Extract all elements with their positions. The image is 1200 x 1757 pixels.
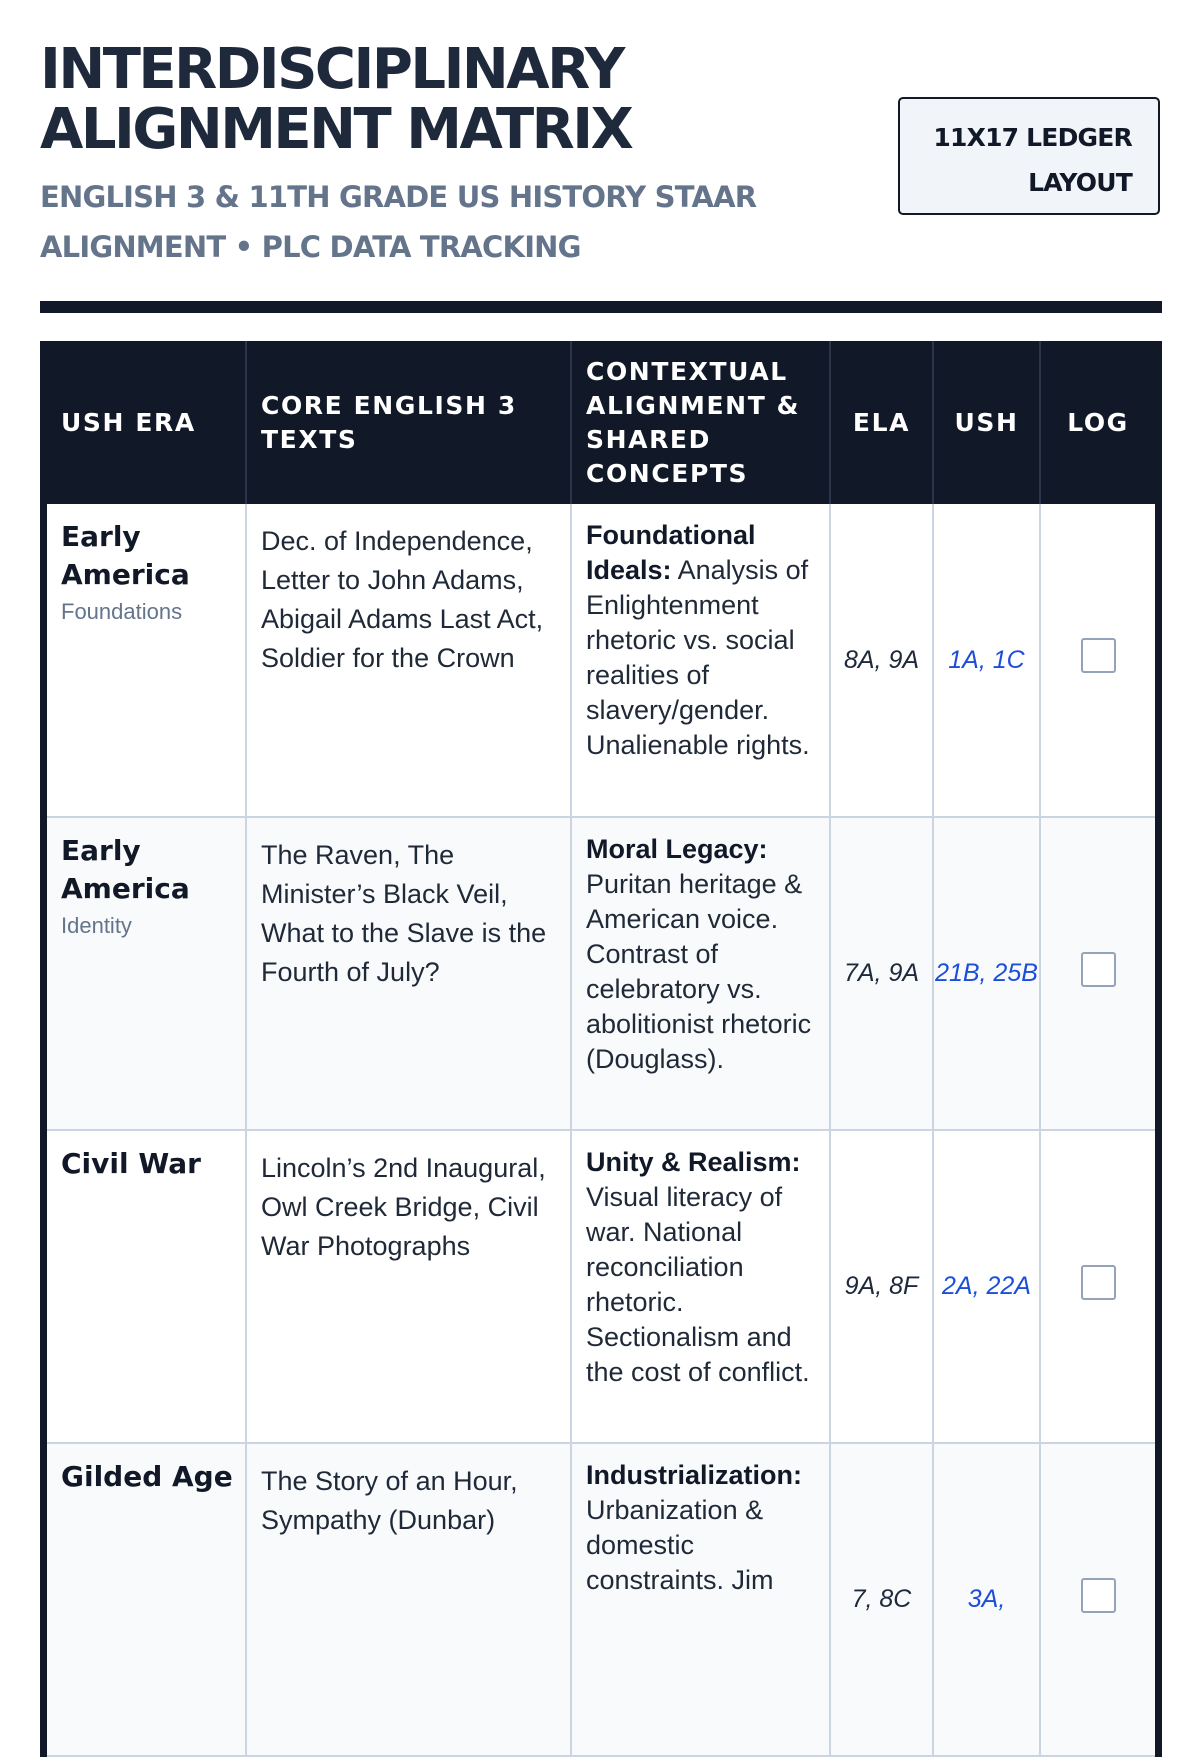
ush-standards: 2A, 22A	[933, 1130, 1040, 1443]
concepts-cell	[571, 1130, 830, 1443]
layout-badge-line-1: 11X17 LEDGER	[933, 123, 1132, 152]
title-line-1: INTERDISCIPLINARY	[40, 37, 623, 102]
log-cell	[1040, 817, 1155, 1130]
col-header-log: LOG	[1040, 341, 1155, 504]
concept-title: Moral Legacy:	[586, 834, 768, 864]
col-header-ela: ELA	[830, 341, 933, 504]
concept-text: Urbanization & domestic constraints. Jim	[586, 1495, 774, 1595]
concepts-cell	[571, 817, 830, 1130]
ela-standards: 7A, 9A	[830, 817, 933, 1130]
concept-text: Puritan heritage & American voice. Contrast of celebratory vs. abolitionist rhetoric (Douglass).	[586, 869, 812, 1074]
concept-text: Visual literacy of war. National reconciliation rhetoric. Sectionalism and the cost of conflict.	[586, 1182, 810, 1387]
table-row	[47, 1130, 1155, 1443]
concept-title: Unity & Realism:	[586, 1147, 801, 1177]
concepts-cell	[571, 504, 830, 817]
era-name: Gilded Age	[61, 1460, 233, 1493]
texts-cell: The Raven, The Minister’s Black Veil, What to the Slave is the Fourth of July?	[246, 817, 571, 1130]
table-row	[47, 504, 1155, 817]
era-name: Early America	[61, 520, 190, 591]
ela-standards: 7, 8C	[830, 1443, 933, 1756]
col-header-texts: CORE ENGLISH 3 TEXTS	[246, 341, 571, 504]
era-subtitle: Foundations	[61, 599, 183, 624]
page-subtitle: ENGLISH 3 & 11TH GRADE US HISTORY STAAR ALIGNMENT • PLC DATA TRACKING	[40, 180, 757, 264]
header-divider	[40, 301, 1162, 313]
era-subtitle: Identity	[61, 913, 132, 938]
ush-standards: 21B, 25B	[933, 817, 1040, 1130]
col-header-ush: USH	[933, 341, 1040, 504]
era-cell	[47, 817, 246, 1130]
ela-standards: 8A, 9A	[830, 504, 933, 817]
alignment-table	[47, 341, 1155, 1757]
layout-badge-line-2: LAYOUT	[1028, 168, 1132, 197]
log-checkbox[interactable]	[1081, 638, 1116, 673]
log-cell	[1040, 504, 1155, 817]
table-row	[47, 817, 1155, 1130]
log-checkbox[interactable]	[1081, 1265, 1116, 1300]
col-header-concepts: CONTEXTUAL ALIGNMENT & SHARED CONCEPTS	[571, 341, 830, 504]
concept-title: Industrialization:	[586, 1460, 802, 1490]
ush-standards: 1A, 1C	[933, 504, 1040, 817]
page-title	[40, 37, 632, 162]
layout-badge	[898, 97, 1160, 215]
table-header-row	[47, 341, 1155, 504]
col-header-era: USH ERA	[61, 407, 196, 437]
era-cell	[47, 504, 246, 817]
texts-cell: The Story of an Hour, Sympathy (Dunbar)	[246, 1443, 571, 1756]
era-name: Early America	[61, 834, 190, 905]
era-name: Civil War	[61, 1147, 201, 1180]
ush-standards: 3A,	[933, 1443, 1040, 1756]
concept-title: Foundational Ideals:	[586, 520, 756, 585]
texts-cell: Dec. of Independence, Letter to John Adams, Abigail Adams Last Act, Soldier for the Crown	[246, 504, 571, 817]
ela-standards: 9A, 8F	[830, 1130, 933, 1443]
texts-cell: Lincoln’s 2nd Inaugural, Owl Creek Bridge, Civil War Photographs	[246, 1130, 571, 1443]
log-checkbox[interactable]	[1081, 1578, 1116, 1613]
era-cell	[47, 1130, 246, 1443]
title-line-2: ALIGNMENT MATRIX	[40, 97, 632, 162]
alignment-matrix	[40, 341, 1162, 1757]
log-cell	[1040, 1130, 1155, 1443]
concept-text: Analysis of Enlightenment rhetoric vs. social realities of slavery/gender. Unalienable rights.	[586, 555, 810, 760]
log-checkbox[interactable]	[1081, 952, 1116, 987]
